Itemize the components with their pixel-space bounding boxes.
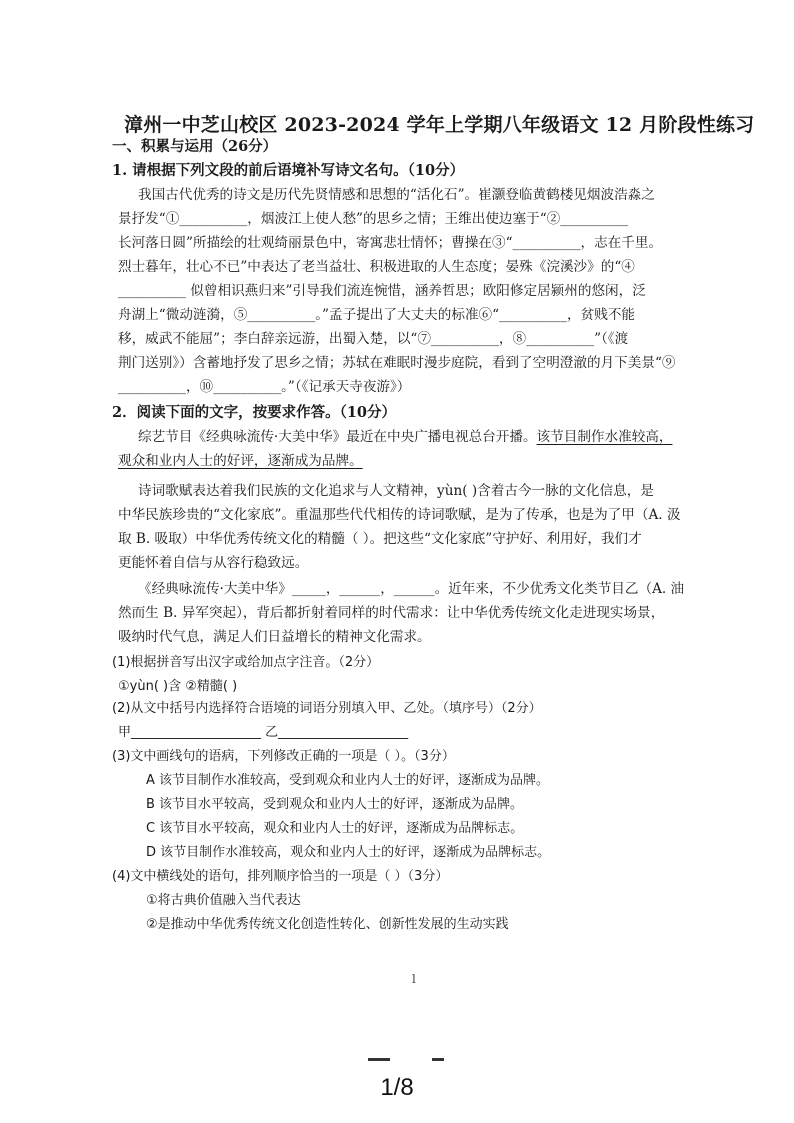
- q2-p3-line: 《经典咏流传·大美中华》_____，______，______。近年来，不少优秀文化类节目乙（A. 油: [138, 581, 685, 597]
- q2-paragraph-1: [138, 426, 748, 448]
- underlined-sentence-part: 该节目制作水准较高，: [536, 429, 673, 445]
- exam-title: 漳州一中芝山校区 2023-2024 学年上学期八年级语文 12 月阶段性练习: [124, 114, 755, 136]
- page-number: 1/8: [380, 1074, 414, 1101]
- option-d: D 该节目制作水准较高，观众和业内人士的好评，逐渐成为品牌标志。: [146, 845, 551, 860]
- scan-artifact-dash: [368, 1058, 390, 1061]
- option-b: B 该节目水平较高，受到观众和业内人士的好评，逐渐成为品牌。: [146, 797, 524, 812]
- sub-question-1: (1)根据拼音写出汉字或给加点字注音。（2分）: [112, 655, 380, 670]
- q2-p3-line: 吸纳时代气息，满足人们日益增长的精神文化需求。: [118, 629, 431, 645]
- q1-text-line: 舟湖上“微动涟漪，⑤__________。”孟子提出了大丈夫的标准⑥“__________，贫贱不能: [118, 307, 636, 323]
- sub-question-2: (2)从文中括号内选择符合语境的词语分别填入甲、乙处。（填序号）（2分）: [112, 701, 542, 716]
- q2-p2-line: 中华民族珍贵的“文化家底”。重温那些代代相传的诗词歌赋，是为了传承，也是为了甲（A. 汲: [118, 507, 681, 523]
- q1-text-line: __________ 似曾相识燕归来”引导我们流连惋惜，涵养哲思；欧阳修定居颍州的悠闲，泛: [118, 283, 646, 299]
- sub-question-4: (4)文中横线处的语句，排列顺序恰当的一项是（ ）（3分）: [112, 869, 449, 884]
- q1-text-line: 景抒发“①__________，烟波江上使人愁”的思乡之情；王维出使边塞于“②__________: [118, 211, 629, 227]
- q1-text-line: 长河落日圆”所描绘的壮观绮丽景色中，寄寓悲壮情怀；曹操在③“__________，志在千里。: [118, 235, 663, 251]
- question-1-heading: 1. 请根据下列文段的前后语境补写诗文名句。（10分）: [112, 162, 465, 179]
- question-2-heading: 2．阅读下面的文字，按要求作答。（10分）: [112, 404, 397, 421]
- q2-p1-text: 综艺节目《经典咏流传·大美中华》最近在中央广播电视总台开播。: [138, 429, 537, 445]
- sub-question-2-blanks: 甲____________________ 乙____________________: [118, 725, 409, 740]
- sub-question-4-item-1: ①将古典价值融入当代表达: [146, 893, 301, 908]
- sub-question-3: (3)文中画线句的语病，下列修改正确的一项是（ ）。（3分）: [112, 749, 455, 764]
- q1-text-line: 我国古代优秀的诗文是历代先贤情感和思想的“活化石”。崔灏登临黄鹤楼见烟波浩淼之: [138, 187, 655, 203]
- option-c: C 该节目水平较高，观众和业内人士的好评，逐渐成为品牌标志。: [146, 821, 524, 836]
- section-heading-1: 一、积累与运用（26分）: [112, 138, 278, 155]
- q1-text-line: __________，⑩__________。”（《记承天寺夜游》）: [118, 379, 411, 395]
- scan-mark: l: [412, 972, 416, 986]
- underlined-sentence-part: 观众和业内人士的好评，逐渐成为品牌。: [118, 453, 363, 469]
- q2-p2-line: 更能怀着自信与从容行稳致远。: [118, 555, 309, 571]
- q1-text-line: 移，威武不能屈”；李白辞亲远游，出蜀入楚，以“⑦__________，⑧__________”（《渡: [118, 331, 629, 347]
- sub-question-4-item-2: ②是推动中华优秀传统文化创造性转化、创新性发展的生动实践: [146, 917, 509, 932]
- q2-p2-line: 取 B. 吸取）中华优秀传统文化的精髓（ ）。把这些“文化家底”守护好、利用好，我们才: [118, 531, 642, 547]
- option-a: A 该节目制作水准较高，受到观众和业内人士的好评，逐渐成为品牌。: [146, 773, 550, 788]
- q1-text-line: 烈士暮年，壮心不已”中表达了老当益壮、积极进取的人生态度；晏殊《浣溪沙》的“④: [118, 259, 635, 275]
- scan-artifact-dash: [432, 1058, 444, 1061]
- sub-question-1-blanks: ①yùn( )含 ②精髓( ): [118, 679, 238, 694]
- q2-p2-line: 诗词歌赋表达着我们民族的文化追求与人文精神，yùn( )含着古今一脉的文化信息，是: [138, 483, 654, 499]
- q2-p3-line: 然而生 B. 异军突起），背后都折射着同样的时代需求：让中华优秀传统文化走进现实场景，: [118, 605, 665, 621]
- q1-text-line: 荆门送别》）含蓄地抒发了思乡之情；苏轼在难眠时漫步庭院，看到了空明澄澈的月下美景“⑨: [118, 355, 676, 371]
- q2-paragraph-1-cont: [118, 450, 728, 472]
